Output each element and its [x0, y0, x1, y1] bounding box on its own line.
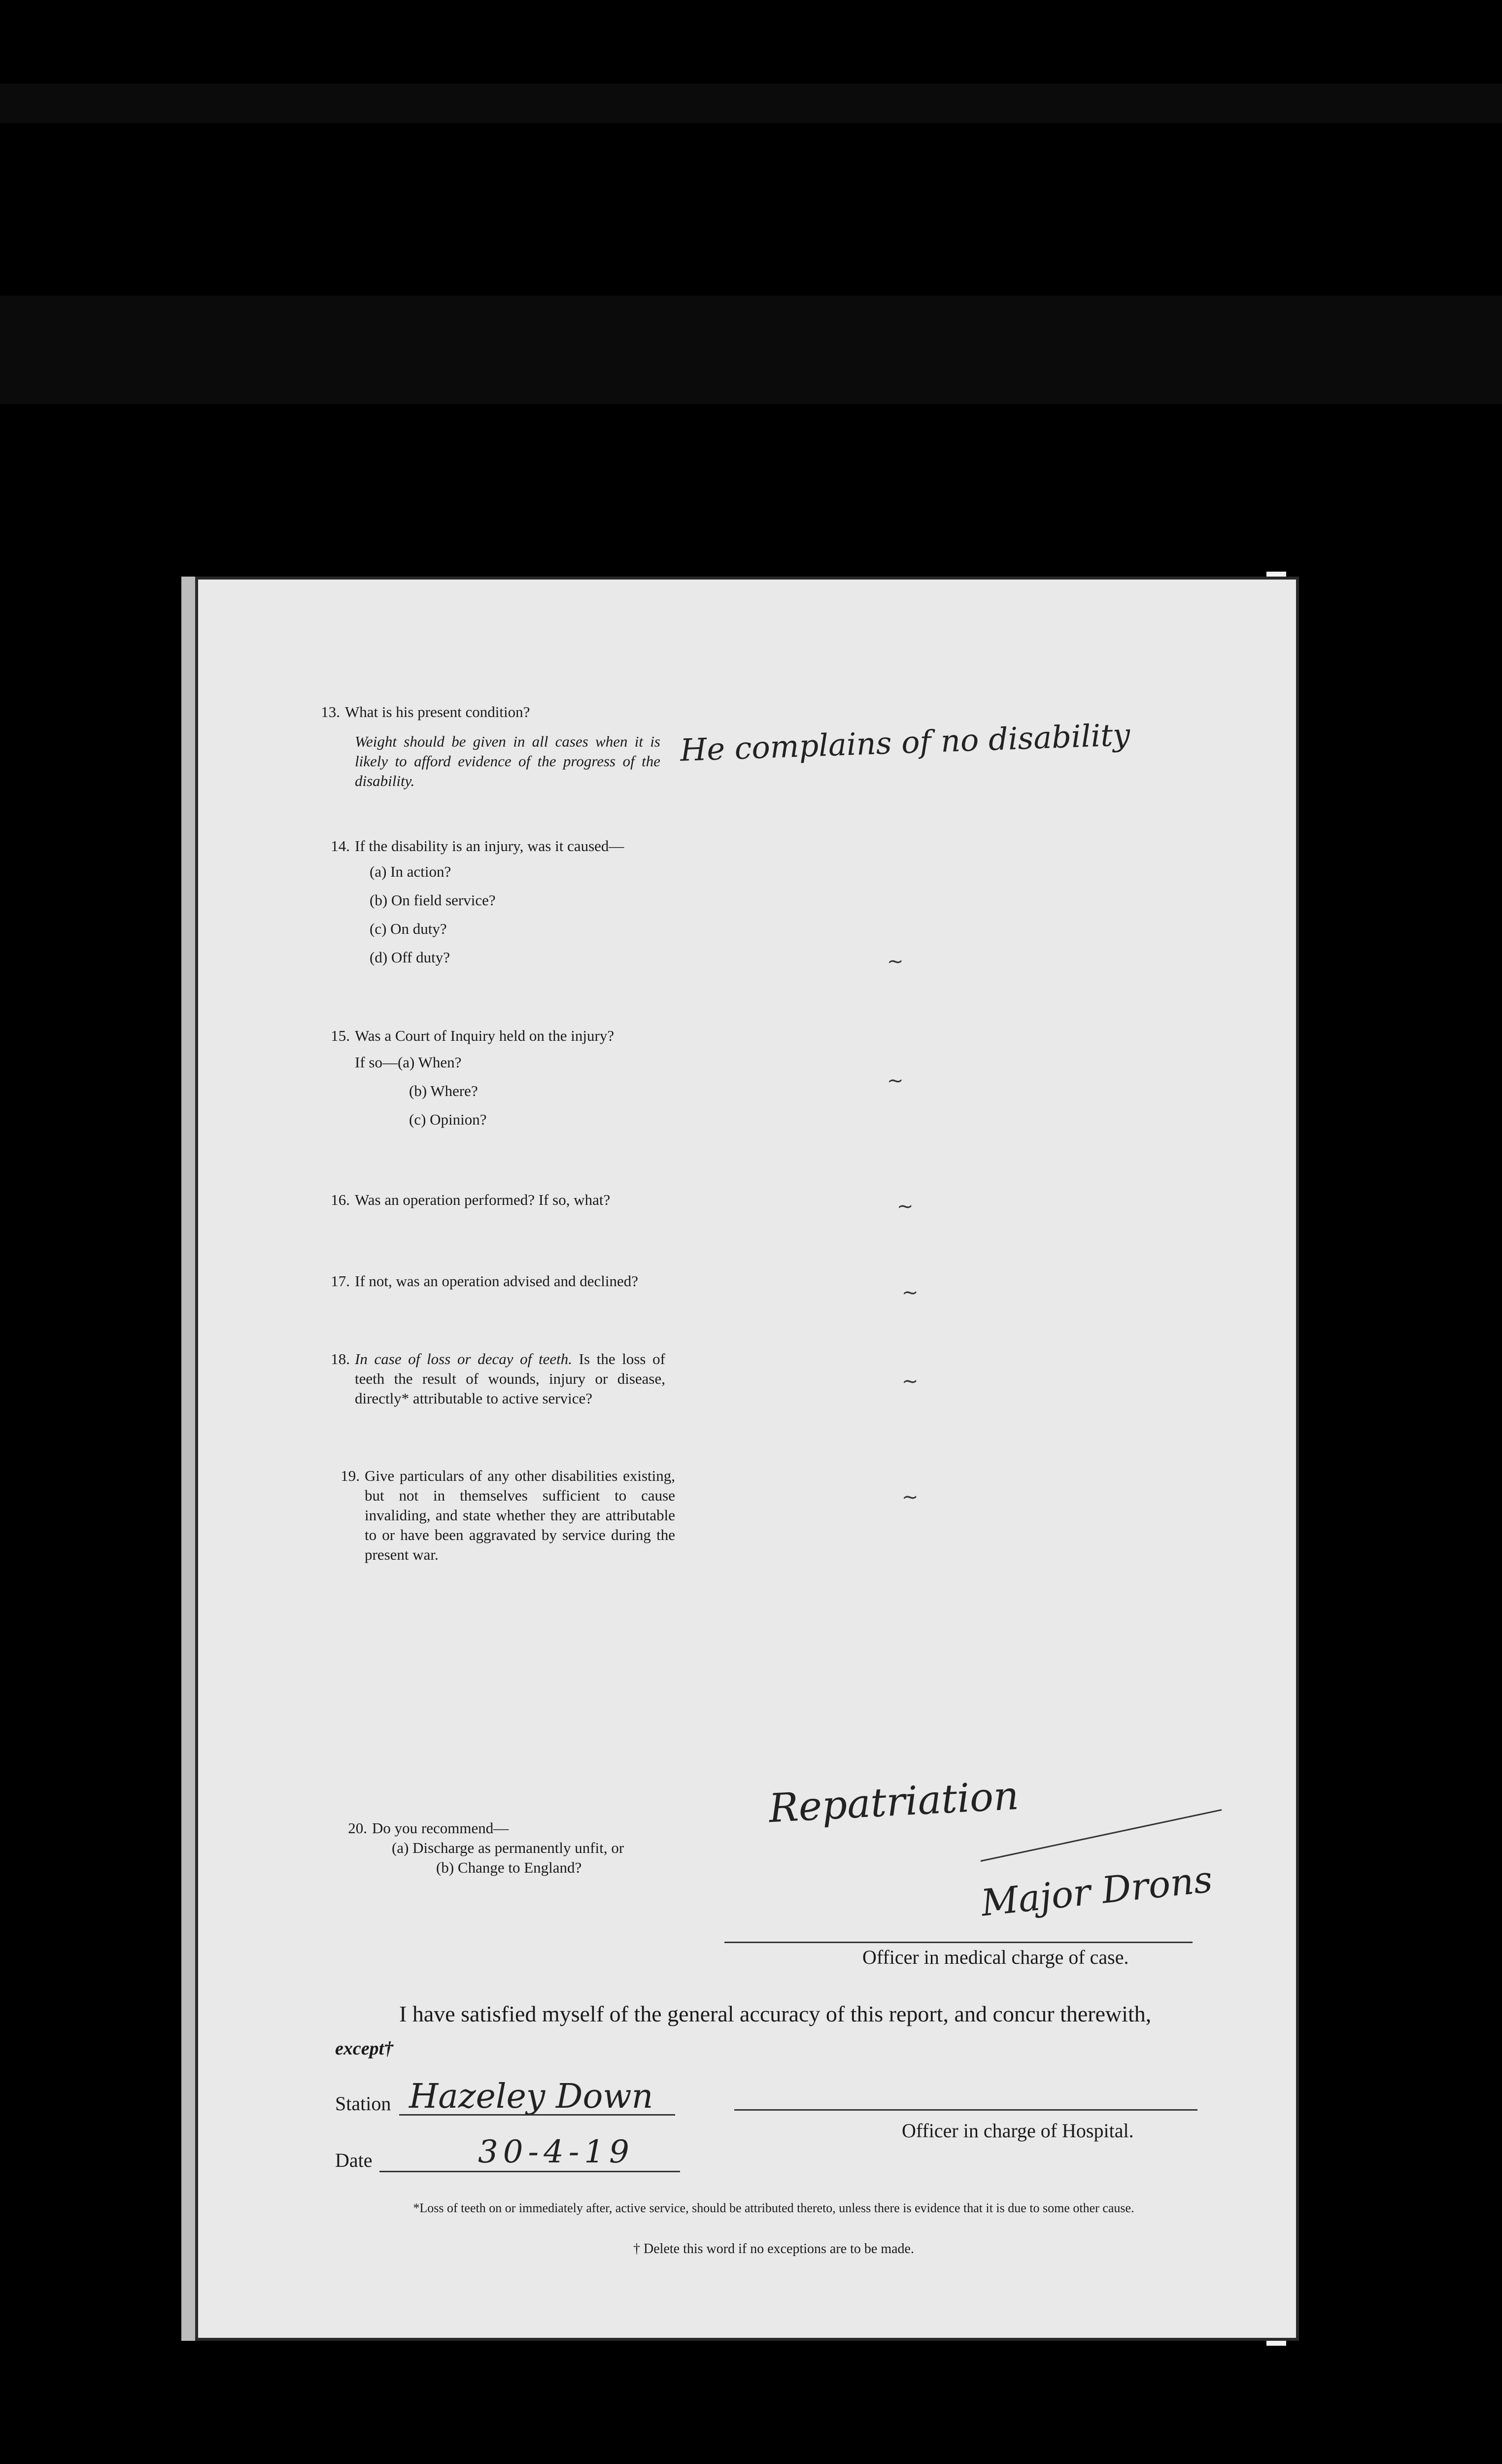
question-15	[331, 1026, 665, 1129]
station-label: Station	[335, 2092, 391, 2115]
question-sub: (b) On field service?	[370, 891, 496, 909]
question-number: 13.	[321, 703, 340, 720]
ditto-mark: ~	[902, 1370, 919, 1393]
date-label: Date	[335, 2149, 373, 2171]
scan-band	[0, 296, 1502, 404]
footnote-delete: † Delete this word if no exceptions are to be made.	[633, 2241, 914, 2257]
question-text: Give particulars of any other disabilities existing, but not in themselves sufficient to cause invaliding, and state whether they are attributable to or have been aggravated by service during the present war.	[365, 1467, 675, 1563]
question-number: 19.	[341, 1467, 360, 1484]
concur-statement: I have satisfied myself of the general accuracy of this report, and concur therewith,	[399, 2001, 1152, 2026]
question-sub: (d) Off duty?	[370, 949, 450, 966]
question-sub: If so—(a) When?	[355, 1054, 462, 1071]
question-text: What is his present condition?	[345, 703, 530, 720]
station-line	[399, 2114, 675, 2116]
ditto-mark: ~	[887, 950, 904, 973]
question-16	[331, 1190, 665, 1210]
date-handwriting: 30-4-19	[478, 2134, 634, 2170]
question-number: 16.	[331, 1191, 350, 1208]
question-13	[321, 702, 660, 791]
officer-medical-label: Officer in medical charge of case.	[862, 1946, 1129, 1968]
scan-band	[0, 84, 1502, 123]
officer-signature: Major Drons	[979, 1858, 1215, 1925]
question-note: Weight should be given in all cases when it is likely to afford evidence of the progress of the disability.	[355, 733, 660, 789]
question-text: Was an operation performed? If so, what?	[355, 1191, 611, 1208]
ditto-mark: ~	[897, 1195, 914, 1218]
question-sub: (b) Change to England?	[436, 1859, 582, 1876]
question-text: If the disability is an injury, was it caused—	[355, 837, 624, 855]
question-sub: (c) On duty?	[370, 920, 447, 937]
question-number: 14.	[331, 837, 350, 855]
answer-13-handwriting: He complains of no disability	[680, 717, 1131, 768]
question-17	[331, 1271, 665, 1291]
question-number: 17.	[331, 1272, 350, 1290]
except-label: except†	[335, 2038, 394, 2059]
date-line	[379, 2171, 680, 2172]
footnote-teeth: *Loss of teeth on or immediately after, active service, should be attributed thereto, unless there is evidence that it is due to some other cause.	[413, 2201, 1134, 2215]
question-sub: (a) In action?	[370, 863, 451, 880]
question-text: If not, was an operation advised and declined?	[355, 1272, 639, 1290]
signature-line	[724, 1942, 1193, 1943]
question-text: Do you recommend—	[372, 1819, 509, 1837]
question-number: 18.	[331, 1350, 350, 1368]
ditto-mark: ~	[902, 1486, 919, 1508]
question-text-italic: In case of loss or decay of teeth.	[355, 1350, 572, 1368]
question-number: 20.	[348, 1819, 367, 1837]
hospital-signature-line	[734, 2109, 1197, 2111]
question-14	[331, 836, 665, 967]
question-20	[348, 1818, 624, 1878]
ditto-mark: ~	[902, 1281, 919, 1304]
question-text: Was a Court of Inquiry held on the injury?	[355, 1027, 614, 1044]
question-sub: (a) Discharge as permanently unfit, or	[392, 1839, 624, 1856]
question-sub: (c) Opinion?	[409, 1111, 487, 1128]
station-handwriting: Hazeley Down	[409, 2077, 653, 2116]
question-19	[341, 1466, 675, 1565]
answer-20-handwriting: Repatriation	[767, 1772, 1020, 1832]
question-18	[331, 1349, 665, 1408]
ditto-mark: ~	[887, 1069, 904, 1092]
question-number: 15.	[331, 1027, 350, 1044]
hospital-officer-label: Officer in charge of Hospital.	[902, 2120, 1134, 2142]
question-sub: (b) Where?	[409, 1082, 478, 1099]
question-text: Is the loss of teeth the result of wounds, injury or disease, directly* attributable to active service?	[355, 1350, 665, 1407]
